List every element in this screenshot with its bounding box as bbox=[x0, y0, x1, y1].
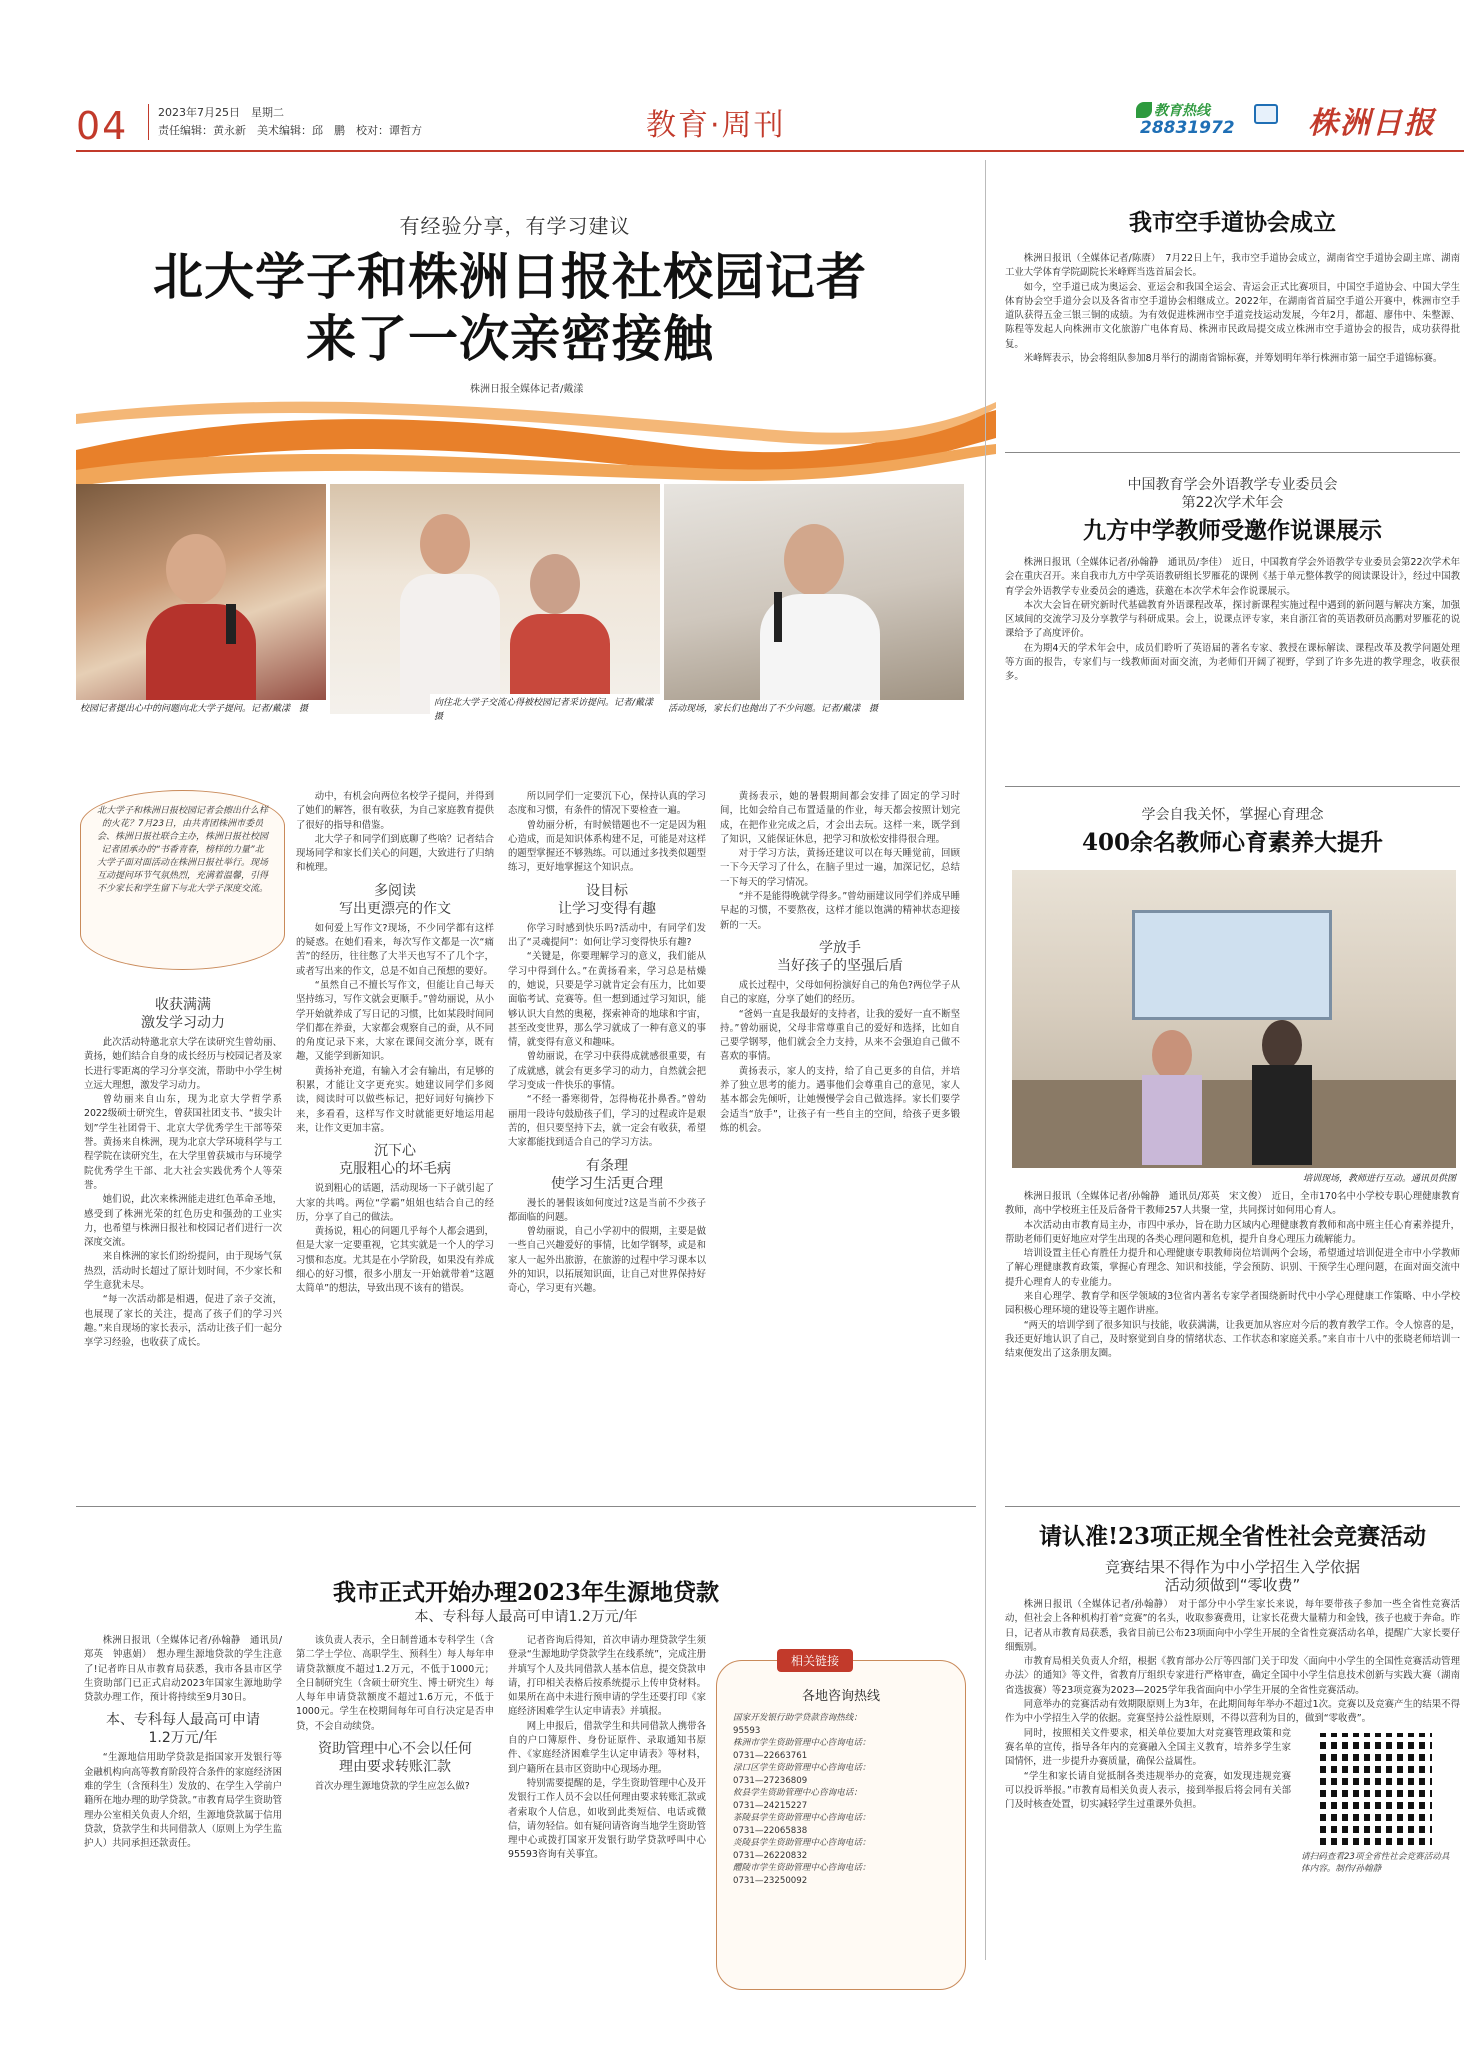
section-heading: 多阅读 写出更漂亮的作文 bbox=[339, 882, 451, 917]
paragraph: “学生和家长请自觉抵制各类违规举办的竞赛，如发现违规竞赛可以投诉举报。”市教育局相关负责人表示，接到举报后将会同有关部门及时核查处置，切实减轻学生过重课外负担。 bbox=[1005, 1770, 1291, 1811]
karate-article bbox=[1005, 208, 1460, 366]
teacher-photo-caption: 培训现场，教师进行互动。通讯员供图 bbox=[1220, 1170, 1460, 1188]
contact-line: 炎陵县学生资助管理中心咨询电话： 0731—26220832 bbox=[733, 1838, 871, 1861]
section-heading: 学放手 当好孩子的坚强后盾 bbox=[777, 939, 903, 974]
teachers-body bbox=[1005, 1190, 1460, 1362]
contact-line: 茶陵县学生资助管理中心咨询电话： 0731—22065838 bbox=[733, 1813, 871, 1836]
paragraph: 她们说，此次来株洲能走进红色革命圣地，感受到了株洲光荣的红色历史和强劲的工业实力，也希望与株洲日报社和校园记者们进行一次深度交流。 bbox=[84, 1194, 282, 1249]
paragraph: 株洲日报讯（全媒体记者/孙翰静） 对于部分中小学生家长来说，每年要带孩子参加一些全省性竞赛活动，但社会上各种机构打着“竞赛”的名头，收取参赛费用，让家长花费大量精力和金钱，孩子也疲于奔命。昨日，记者从市教育局获悉，我省目前已公布23项面向中小学生开展的全省性竞赛活动名单，提醒广大家长要仔细甄别。 bbox=[1005, 1599, 1460, 1653]
article-title: 400余名教师心育素养大提升 bbox=[1081, 829, 1383, 856]
paragraph: 网上申报后，借款学生和共同借款人携带各自的户口簿原件、身份证原件、录取通知书原件、《家庭经济困难学生认定申请表》等材料，到户籍所在县市区资助中心现场办理。 bbox=[508, 1720, 706, 1775]
loan-col-2 bbox=[296, 1634, 494, 1794]
lead-headline bbox=[100, 246, 920, 370]
lead-col-1 bbox=[84, 990, 282, 1351]
paragraph: 漫长的暑假该如何度过?这是当前不少孩子都面临的问题。 bbox=[508, 1197, 706, 1223]
section-heading: 收获满满 激发学习动力 bbox=[141, 997, 225, 1031]
section-heading: 资助管理中心不会以任何 理由要求转账汇款 bbox=[318, 1741, 472, 1776]
paragraph: 记者咨询后得知，首次申请办理贷款学生须登录“生源地助学贷款学生在线系统”，完成注册并填写个人及共同借款人基本信息，提交贷款申请，打印相关表格后按系统提示上传申贷材料。如果所在高中未进行预申请的学生还要打印《家庭经济困难学生认定申请表》并填报。 bbox=[508, 1635, 706, 1718]
issue-date: 2023年7月25日 星期二 bbox=[158, 106, 284, 119]
qr-block bbox=[1301, 1727, 1451, 1875]
headline-line-2: 来了一次亲密接触 bbox=[306, 310, 714, 368]
paragraph: 株洲日报讯（全媒体记者/孙翰静 通讯员/郑英 宋文俊） 近日，全市170名中小学校专职心理健康教育教师，高中学校班主任及后备骨干教师257人共聚一堂，共同探讨如何用心育人。 bbox=[1005, 1191, 1460, 1217]
article-title: 请认准!23项正规全省性社会竞赛活动 bbox=[1038, 1523, 1427, 1550]
loan-col-3 bbox=[508, 1634, 706, 1863]
paragraph: “不经一番寒彻骨，怎得梅花扑鼻香。”曾幼丽用一段诗句鼓励孩子们，学习的过程或许是艰苦的，但只要坚持下去，就一定会有收获，希望大家都能找到适合自己的学习方法。 bbox=[508, 1094, 706, 1149]
related-link-tag: 相关链接 bbox=[777, 1649, 853, 1672]
paragraph: 此次活动特邀北京大学在读研究生曾幼丽、黄扬，她们结合自身的成长经历与校园记者及家长进行零距离的学习分享交流，帮助中小学生树立远大理想，激发学习动力。 bbox=[84, 1037, 282, 1091]
paragraph: 黄扬补充道，有输入才会有输出，有足够的积累，才能让文字更充实。她建议同学们多阅读，阅读时可以做些标记，把好词好句摘抄下来，多看看，这样写作文时就能更好地运用起来，让作文更加丰富。 bbox=[296, 1065, 494, 1134]
hotline-logo bbox=[1136, 100, 1286, 140]
loan-title: 我市正式开始办理2023年生源地贷款 bbox=[332, 1579, 719, 1606]
contact-line: 攸县学生资助管理中心咨询电话： 0731—24215227 bbox=[733, 1788, 862, 1811]
loan-col-1 bbox=[84, 1634, 282, 1852]
contacts-title: 各地咨询热线 bbox=[801, 1689, 880, 1704]
paragraph: 来自株洲的家长们纷纷提问，由于现场气氛热烈，活动时长超过了原计划时间，不少家长和学生意犹未尽。 bbox=[84, 1251, 282, 1292]
kicker: 竞赛结果不得作为中小学招生入学依据 活动须做到“零收费” bbox=[1104, 1558, 1360, 1594]
paragraph: “每一次活动都是相遇，促进了亲子交流，也展现了家长的关注，提高了孩子们的学习兴趣。”来自现场的家长表示，活动让孩子们一起分享学习经验，也收获了成长。 bbox=[84, 1294, 282, 1349]
paragraph: 培训设置主任心育胜任力提升和心理健康专职教师岗位培训两个会场，希望通过培训促进全市中小学教师了解心理健康教育政策，掌握心育理念、知识和技能，学会预防、识别、干预学生心理问题，在面对面交流中提升心理育人的专业能力。 bbox=[1005, 1248, 1460, 1288]
editor-credits: 责任编辑：黄永新 美术编辑：邱 鹏 校对：谭哲方 bbox=[158, 124, 422, 137]
paragraph: 来自心理学、教育学和医学领域的3位省内著名专家学者围绕新时代中小学心理健康工作策略、中小学校园积极心理环境的建设等主题作讲座。 bbox=[1005, 1291, 1460, 1317]
paragraph: 同意举办的竞赛活动有效期限原则上为3年，在此期间每年举办不超过1次。竞赛以及竞赛产生的结果不得作为中小学招生入学的依据。竞赛坚持公益性原则，不得以营利为目的，做到“零收费”。 bbox=[1005, 1699, 1460, 1725]
hotline-number: 28831972 bbox=[1140, 118, 1235, 138]
paragraph: “并不是能得晚就学得多。”曾幼丽建议同学们养成早睡早起的习惯，不要熬夜，这样才能以饱满的精神状态迎接新的一天。 bbox=[720, 891, 960, 931]
contests-article bbox=[1005, 1522, 1460, 1875]
paragraph: 本次大会旨在研究新时代基础教育外语课程改革，探讨新课程实施过程中遇到的新问题与解决方案，加强区域间的交流学习及分享教学与科研成果。会上，说课点评专家，来自浙江省的英语教研员高鹏对罗雁花的说课给予了高度评价。 bbox=[1005, 599, 1460, 640]
section-heading: 设目标 让学习变得有趣 bbox=[558, 882, 656, 917]
paragraph: “虽然自己不擅长写作文，但能让自己每天坚持练习，写作文就会更顺手。”曾幼丽说，从小学开始就养成了写日记的习惯，比如某段时间同学们都在养蚕，大家都会观察自己的蚕，从不同的角度记录下来，大家在课间交流分享，既有趣，又能学到新知识。 bbox=[296, 979, 494, 1063]
paragraph: 株洲日报讯（全媒体记者/陈赓） 7月22日上午，我市空手道协会成立，湖南省空手道协会副主席、湖南工业大学体育学院副院长米峰辉当选首届会长。 bbox=[1005, 253, 1460, 279]
paragraph: 株洲日报讯（全媒体记者/孙翰静 通讯员/李佳） 近日，中国教育学会外语教学专业委员会第22次学术年会在重庆召开。来自我市九方中学英语教研组长罗雁花的课例《基于单元整体教学的阅读课设计》，经过中国教育学会外语教学专业委员会的遴选，获邀在本次学术年会作说课展示。 bbox=[1005, 557, 1460, 597]
masthead-logo: 株洲日报 bbox=[1308, 106, 1436, 141]
contact-line: 株洲市学生资助管理中心咨询电话： 0731—22663761 bbox=[733, 1738, 871, 1761]
page-number: 04 bbox=[76, 104, 129, 148]
qr-caption: 请扫码查看23项全省性社会竞赛活动具体内容。制作/孙翰静 bbox=[1301, 1851, 1450, 1874]
section-title: 教育·周刊 bbox=[646, 108, 786, 143]
kicker: 中国教育学会外语教学专业委员会 第22次学术年会 bbox=[1127, 477, 1338, 511]
headline-line-1: 北大学子和株洲日报社校园记者 bbox=[153, 248, 867, 306]
paragraph: 成长过程中，父母如何扮演好自己的角色?两位学子从自己的家庭，分享了她们的经历。 bbox=[720, 979, 960, 1006]
paragraph: 你学习时感到快乐吗?活动中，有同学们发出了“灵魂提问”：如何让学习变得快乐有趣? bbox=[508, 922, 706, 949]
hotline-leaf-icon bbox=[1136, 102, 1152, 118]
paragraph: “爸妈一直是我最好的支持者，让我的爱好一直不断坚持。”曾幼丽说，父母非常尊重自己的爱好和选择，比如自己要学钢琴，他们就会全力支持，从来不会强迫自己做不喜欢的事情。 bbox=[720, 1008, 960, 1063]
paragraph: “生源地信用助学贷款是指国家开发银行等金融机构向高等教育阶段符合条件的家庭经济困难的学生（含预科生）发放的、在学生入学前户籍所在地办理的助学贷款。”市教育局学生资助管理办公室相关负责人介绍，生源地贷款属于信用贷款，贷款学生和共同借款人（原则上为学生监护人）共同承担还款责任。 bbox=[84, 1752, 282, 1850]
photo-caption-1: 校园记者提出心中的问题向北大学子提问。记者/戴漾 摄 bbox=[76, 700, 326, 718]
hotline-label: 教育热线 bbox=[1154, 103, 1210, 119]
paragraph: 同时，按照相关文件要求，相关单位要加大对竞赛管理政策和竞赛名单的宣传，指导各年内的竞赛融入全国主义教育，培养多学生家国情怀，进一步提升办赛质量，确保公益属性。 bbox=[1005, 1727, 1291, 1768]
paragraph: 株洲日报讯（全媒体记者/孙翰静 通讯员/郑英 钟惠娟） 想办理生源地贷款的学生注意了!记者昨日从市教育局获悉，我市各县市区学生资助部门已正式启动2023年国家生源地助学贷款办理工作，预计将持续至9月30日。 bbox=[84, 1635, 282, 1704]
contact-line: 国家开发银行助学贷款咨询热线： 95593 bbox=[733, 1713, 862, 1736]
article-title: 九方中学教师受邀作说课展示 bbox=[1083, 517, 1382, 544]
paragraph: 米峰辉表示，协会将组队参加8月举行的湖南省锦标赛，并筹划明年举行株洲市第一届空手道锦标赛。 bbox=[1023, 353, 1443, 365]
paragraph: 曾幼丽来自山东，现为北京大学哲学系2022级硕士研究生，曾获国社团支书、“拔尖计划”学生社团骨干、北京大学优秀学生干部等荣誉。黄扬来自株洲，现为北京大学环境科学与工程学院在读研究生，在大学里曾获城市与环境学院优秀学生干部、北大社会实践优秀个人等荣誉。 bbox=[84, 1094, 282, 1191]
lead-col-3 bbox=[508, 790, 706, 1297]
paragraph: 黄扬说，粗心的问题几乎每个人都会遇到，但是大家一定要重视，它其实就是一个人的学习习惯和态度。尤其是在小学阶段，如果没有养成细心的好习惯，很多小朋友一开始就带着“这题太简单”的想法，导致出现不该有的错误。 bbox=[296, 1226, 494, 1295]
intro-text: 北大学子和株洲日报校园记者会擦出什么样的火花？7月23日，由共青团株洲市委员会、株洲日报社联合主办，株洲日报社校园记者团承办的“书香青春，榜样的力量”北大学子面对面活动在株洲日报社举行。现场互动提问环节气氛热烈，充满着温馨，引得不少家长和学生留下与北大学子深度交流。 bbox=[97, 806, 269, 894]
contact-line: 渌口区学生资助管理中心咨询电话： 0731—27236809 bbox=[733, 1763, 871, 1786]
lead-kicker: 有经验分享，有学习建议 bbox=[399, 214, 631, 238]
section-heading: 有条理 使学习生活更合理 bbox=[551, 1157, 663, 1192]
book-icon bbox=[1254, 104, 1278, 124]
paragraph: 曾幼丽说，在学习中获得成就感很重要，有了成就感，就会有更多学习的动力，自然就会把学习变成一件快乐的事情。 bbox=[508, 1051, 706, 1092]
paragraph: 本次活动由市教育局主办，市四中承办，旨在助力区域内心理健康教育教师和高中班主任心育素养提升，帮助老师们更好地应对学生出现的各类心理问题和危机，提升自身心理压力疏解能力。 bbox=[1005, 1219, 1460, 1245]
paragraph: 在为期4天的学术年会中，成员们聆听了英语届的著名专家、教授在课标解读、课程改革及教学问题处理等方面的报告，专家们与一线教师面对面交流，为老师们开阔了视野，学到了许多先进的教学理念，收获很多。 bbox=[1005, 642, 1460, 683]
paragraph: “关键是，你要理解学习的意义，我们能从学习中得到什么。”在黄扬看来，学习总是枯燥的，她说，只要是学习就肯定会有压力，比如要面临考试、竞赛等。但一想到通过学习知识，能够认识大自然的奥秘，探索神奇的地球和宇宙，甚至改变世界，那么学习就成了一种有意义的事情，就变得有意义和趣味。 bbox=[508, 951, 706, 1049]
photo-caption-3: 活动现场，家长们也抛出了不少问题。记者/戴漾 摄 bbox=[664, 700, 964, 718]
teachers-article bbox=[1005, 800, 1460, 858]
contact-line: 醴陵市学生资助管理中心咨询电话： 0731—23250092 bbox=[733, 1863, 871, 1886]
paragraph: 如今，空手道已成为奥运会、亚运会和我国全运会、青运会正式比赛项目，中国空手道协会、中国大学生体育协会空手道分会以及各省市空手道协会相继成立。2022年，在湖南省首届空手道公开赛中，株洲市空手道队获得五金三银三铜的成绩。为有效促进株洲市空手道竞技运动发展，今年2月，都超、廖伟中、朱整源、陈程等发起人向株洲市文化旅游广电体育局、株洲市民政局提交成立株洲市空手道协会的报告，成功获得批复。 bbox=[1005, 281, 1460, 350]
paragraph: 首次办理生源地贷款的学生应怎么做? bbox=[314, 1781, 470, 1793]
paragraph: 说到粗心的话题，活动现场一下子就引起了大家的共鸣。两位“学霸”姐姐也结合自己的经历，分享了自己的做法。 bbox=[296, 1183, 494, 1223]
loan-subtitle: 本、专科每人最高可申请1.2万元/年 bbox=[414, 1609, 638, 1625]
paragraph: 如何爱上写作文?现场，不少同学都有这样的疑惑。在她们看来，每次写作文都是一次“痛苦”的经历，往往憋了大半天也写不了几个字，或者写出来的作文，总是不如自己预想的要好。 bbox=[296, 922, 494, 977]
paragraph: 黄扬表示，她的暑假期间都会安排了固定的学习时间，比如会给自己布置适量的作业，每天都会按照计划完成，在把作业完成之后，才会出去玩。这样一来，既学到了知识，又能保证休息，把学习和放松安排得很合理。 bbox=[720, 791, 960, 845]
article-title: 我市空手道协会成立 bbox=[1129, 209, 1336, 236]
paragraph: 对于学习方法，黄扬还建议可以在每天睡觉前，回顾一下今天学习了什么，在脑子里过一遍，加深记忆，总结一下每天的学习情况。 bbox=[720, 848, 960, 888]
qr-code-icon[interactable] bbox=[1320, 1733, 1432, 1845]
photo-teacher-training bbox=[1012, 870, 1456, 1168]
jiufang-article bbox=[1005, 470, 1460, 685]
section-heading: 本、专科每人最高可申请 1.2万元/年 bbox=[106, 1712, 260, 1747]
photo-caption-2: 向往北大学子交流心得被校园记者采访提问。记者/戴漾 摄 bbox=[430, 694, 660, 726]
paragraph: 该负责人表示，全日制普通本专科学生（含第二学士学位、高职学生、预科生）每人每年申请贷款额度不超过1.2万元，不低于1000元；全日制研究生（含硕士研究生、博士研究生）每人每年申请贷款额度不超过1.6万元，不低于1000元。学生在校期间每年可自行决定是否申贷，不会自动续贷。 bbox=[296, 1635, 494, 1732]
photo-pku-students bbox=[330, 484, 660, 714]
lead-col-4 bbox=[720, 790, 960, 1136]
photo-student-reporters bbox=[76, 484, 326, 714]
paragraph: 市教育局相关负责人介绍，根据《教育部办公厅等四部门关于印发〈面向中小学生的全国性竞赛活动管理办法〉的通知》等文件，省教育厅组织专家进行严格审查，确定全国中小学生信息技术创新与实践大赛（湖南省选拔赛）等23项竞赛为2023—2025学年我省面向中小学生开展的全省性竞赛活动。 bbox=[1005, 1656, 1460, 1696]
page-header bbox=[76, 98, 1464, 146]
paragraph: 曾幼丽说，自己小学初中的假期，主要是做一些自己兴趣爱好的事情，比如学钢琴，或是和家人一起外出旅游，在旅游的过程中学习课本以外的知识，以拓展知识面，让自己对世界保持好奇心，学习更有兴趣。 bbox=[508, 1226, 706, 1295]
paragraph: 曾幼丽分析，有时候错题也不一定是因为粗心造成，而是知识体系构建不足，可能是对这样的题型掌握还不够熟练。可以通过多找类似题型练习，更好地掌握这个知识点。 bbox=[508, 819, 706, 874]
section-heading: 沉下心 克服粗心的坏毛病 bbox=[339, 1143, 451, 1178]
paragraph: 所以同学们一定要沉下心，保持认真的学习态度和习惯，有条件的情况下要检查一遍。 bbox=[508, 791, 706, 817]
paragraph: 北大学子和同学们到底聊了些啥？记者结合现场同学和家长们关心的问题，大致进行了归纳和梳理。 bbox=[296, 833, 494, 874]
lead-byline: 株洲日报全媒体记者/戴漾 bbox=[470, 384, 584, 395]
paragraph: “两天的培训学到了很多知识与技能，收获满满，让我更加从容应对今后的教育教学工作。令人惊喜的是，我还更好地认识了自己，及时察觉到自身的情绪状态、工作状态和家庭关系。”来自市十八中的张晓老师培训一结束便发出了这条朋友圈。 bbox=[1005, 1319, 1460, 1360]
photo-parents-asking bbox=[664, 484, 964, 714]
paragraph: 黄扬表示，家人的支持，给了自己更多的自信，并培养了独立思考的能力。遇事他们会尊重自己的意见，家人基本都会先倾听，让她慢慢学会自己做选择。家长们要学会适当“放手”，让孩子有一些自主的空间，给孩子更多锻炼的机会。 bbox=[720, 1065, 960, 1134]
contacts-box bbox=[716, 1654, 966, 1990]
paragraph: 动中，有机会向两位名校学子提问，并得到了她们的解答，很有收获，为自己家庭教育提供了很好的指导和借鉴。 bbox=[296, 791, 494, 831]
lead-col-2 bbox=[296, 790, 494, 1297]
intro-box bbox=[80, 790, 285, 970]
kicker: 学会自我关怀，掌握心育理念 bbox=[1141, 807, 1324, 823]
paragraph: 特别需要提醒的是，学生资助管理中心及开发银行工作人员不会以任何理由要求转账汇款或者索取个人信息，如收到此类短信、电话或微信，请勿轻信。如有疑问请咨询当地学生资助管理中心或拨打国家开发银行助学贷款呼叫中心95593咨询有关事宜。 bbox=[508, 1777, 706, 1861]
